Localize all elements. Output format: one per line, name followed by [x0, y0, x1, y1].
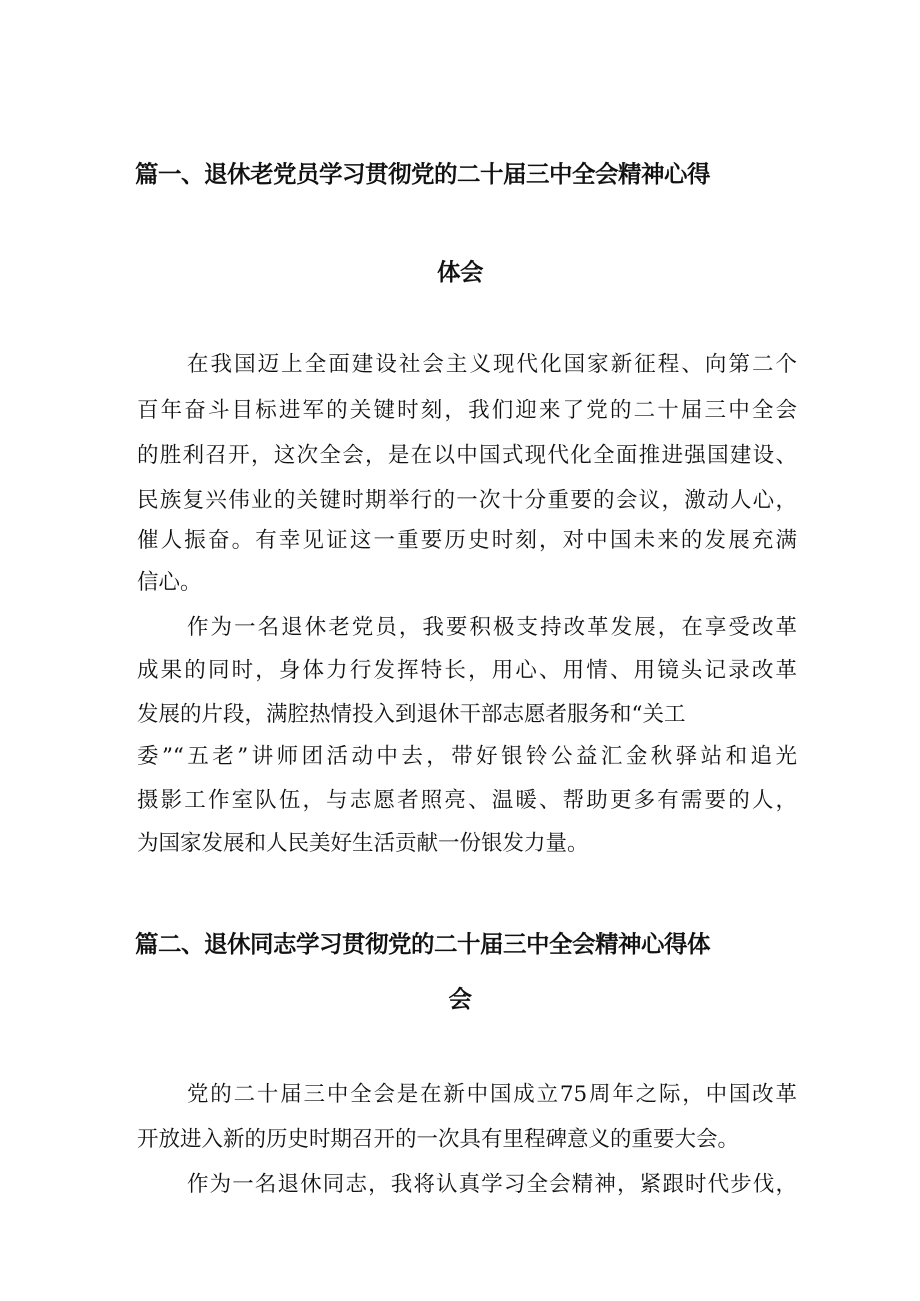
- s1-p1-line-4: 民族复兴伟业的关键时期举行的一次十分重要的会议，激动人心，: [137, 488, 797, 513]
- s1-p2-line-1: 作为一名退休老党员，我要积极支持改革发展，在享受改革: [187, 615, 797, 640]
- s1-p2-line-6: 为国家发展和人民美好生活贡献一份银发力量。: [137, 831, 589, 856]
- s1-p2-line-5: 摄影工作室队伍，与志愿者照亮、温暖、帮助更多有需要的人，: [137, 788, 797, 813]
- s1-p1-line-1: 在我国迈上全面建设社会主义现代化国家新征程、向第二个: [187, 352, 797, 377]
- s2-p1-line-2: 开放进入新的历史时期召开的一次具有里程碑意义的重要大会。: [137, 1127, 740, 1152]
- s2-p2-line-1: 作为一名退休同志，我将认真学习全会精神，紧跟时代步伐，: [187, 1172, 797, 1197]
- s1-p2-line-2: 成果的同时，身体力行发挥特长，用心、用情、用镜头记录改革: [137, 658, 797, 683]
- section-1-heading-line-1: 篇一、退休老党员学习贯彻党的二十届三中全会精神心得: [135, 160, 710, 188]
- s1-p1-line-2: 百年奋斗目标进军的关键时刻，我们迎来了党的二十届三中全会: [137, 398, 797, 423]
- section-2-heading-line-2: 会: [448, 985, 472, 1013]
- s2-p1-line-1: 党的二十届三中全会是在新中国成立75周年之际，中国改革: [187, 1082, 797, 1107]
- s1-p2-line-4: 委”“五老”讲师团活动中去，带好银铃公益汇金秋驿站和追光: [137, 744, 797, 769]
- s1-p2-line-3: 发展的片段，满腔热情投入到退休干部志愿者服务和“关工: [137, 702, 686, 727]
- section-1-heading-line-2: 体会: [437, 258, 483, 286]
- s1-p1-line-6: 信心。: [137, 570, 202, 595]
- s1-p1-line-5: 催人振奋。有幸见证这一重要历史时刻，对中国未来的发展充满: [137, 528, 797, 553]
- s1-p1-line-3: 的胜利召开，这次全会，是在以中国式现代化全面推进强国建设、: [137, 443, 797, 468]
- section-2-heading-line-1: 篇二、退休同志学习贯彻党的二十届三中全会精神心得体: [135, 930, 710, 958]
